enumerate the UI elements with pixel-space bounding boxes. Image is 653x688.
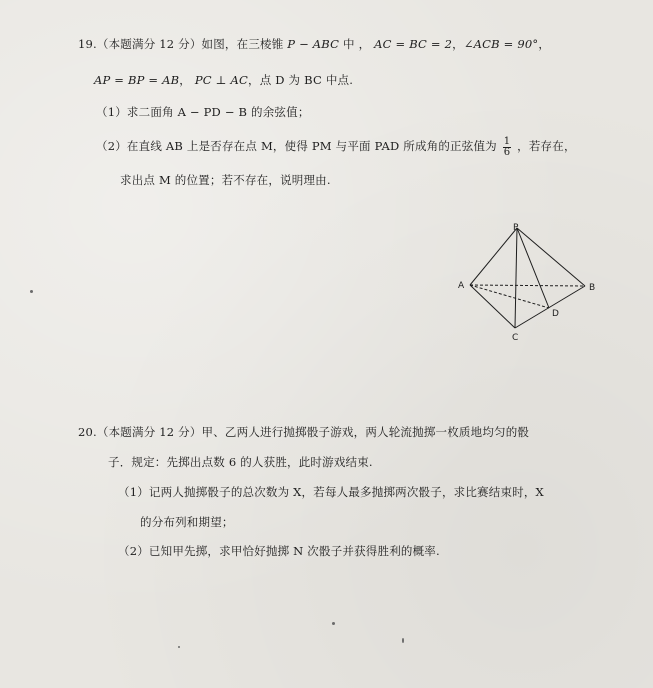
q20-part-1-line-2: 的分布列和期望； [140, 515, 234, 529]
q19-fraction-denominator: 6 [503, 146, 511, 158]
edge-pd [517, 228, 549, 308]
q19-separator-2: ， [179, 73, 191, 87]
q20-line-1: 20.（本题满分 12 分）甲、乙两人进行抛掷骰子游戏，两人轮流抛掷一枚质地均匀的骰 [78, 425, 530, 439]
label-b: B [589, 283, 596, 293]
q19-mid-text: 中 ， [343, 37, 371, 51]
label-d: D [552, 309, 559, 319]
edge-cb [515, 286, 585, 328]
q19-fraction [503, 137, 512, 158]
q19-line-1 [78, 36, 550, 52]
q19-condition-angle: ∠ACB = 90° [463, 37, 539, 51]
q19-header: 19.（本题满分 12 分）如图，在三棱锥 [78, 37, 284, 51]
scan-speck [402, 638, 404, 643]
label-a: A [458, 281, 465, 291]
q19-fraction-numerator: 1 [503, 135, 511, 147]
q19-part-2 [96, 134, 576, 158]
q19-condition-perp: PC ⊥ AC [194, 73, 249, 87]
scan-speck [178, 646, 180, 648]
q19-separator-1: ， [452, 37, 464, 51]
edge-ac [470, 285, 515, 328]
q19-part-1: （1）求二面角 A − PD − B 的余弦值； [96, 105, 310, 119]
q19-part2-tail: ，若存在， [517, 139, 576, 153]
q19-part2-text: （2）在直线 AB 上是否存在点 M，使得 PM 与平面 PAD 所成角的正弦值为 [96, 139, 497, 153]
q20-line-2: 子．规定：先掷出点数 6 的人获胜，此时游戏结束. [108, 455, 373, 469]
edge-ab-hidden [470, 285, 585, 286]
q19-pyramid-name: P − ABC [287, 37, 340, 51]
tetrahedron-figure [452, 222, 622, 352]
q20-part-1: （1）记两人抛掷骰子的总次数为 X，若每人最多抛掷两次骰子，求比赛结束时，X [118, 485, 544, 499]
q20-part-2: （2）已知甲先掷，求甲恰好抛掷 N 次骰子并获得胜利的概率. [118, 544, 440, 558]
edge-pa [470, 228, 517, 285]
q19-part-2-line-2: 求出点 M 的位置；若不存在，说明理由. [120, 173, 331, 187]
edge-pb [517, 228, 585, 286]
q19-condition-ac-bc: AC = BC = 2 [374, 37, 453, 51]
q19-line1-end: ， [538, 37, 551, 51]
edge-pc [515, 228, 517, 328]
scan-speck [332, 622, 335, 625]
q19-condition-ap-bp: AP = BP = AB [94, 73, 180, 87]
label-c: C [512, 333, 519, 343]
q19-line2-tail: ，点 D 为 BC 中点. [248, 73, 354, 87]
q19-line-2 [94, 72, 353, 88]
label-p: P [513, 223, 519, 233]
scan-speck [30, 290, 33, 293]
